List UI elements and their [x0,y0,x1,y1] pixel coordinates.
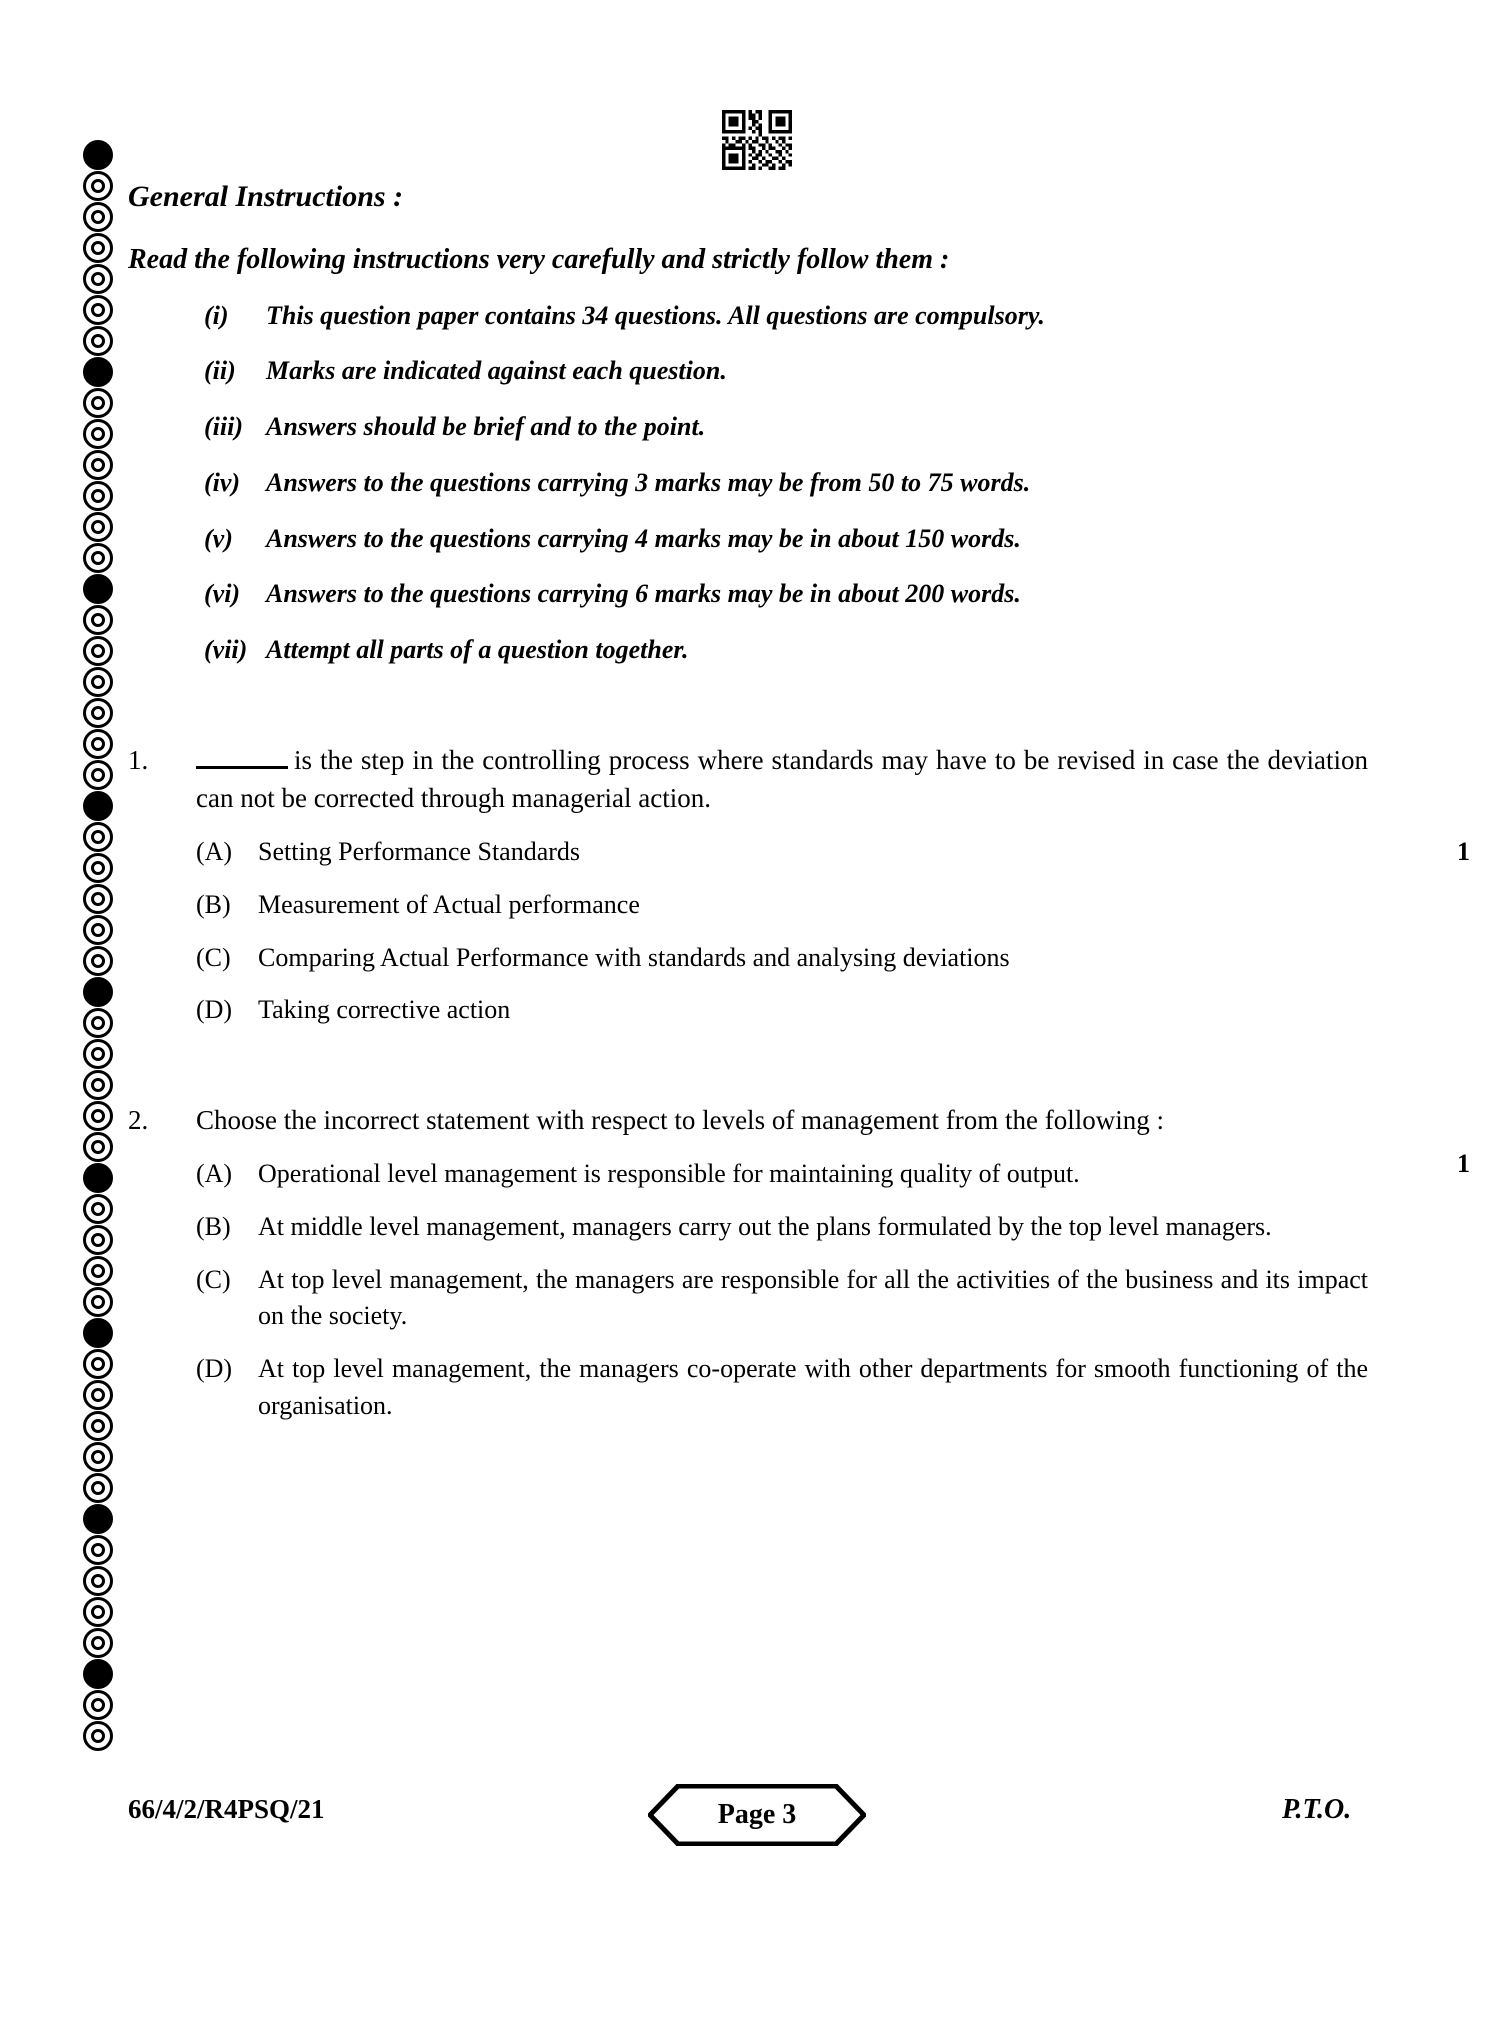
page-number-badge [648,1784,866,1846]
binding-hole-icon [83,636,113,666]
page-number-label: Page 3 [717,1799,797,1830]
pto-label: P.T.O. [1282,1794,1352,1825]
question-2 [128,1101,1470,1425]
option-label: (D) [196,995,233,1025]
binding-hole-icon [83,450,113,480]
binding-hole-icon [83,1070,113,1100]
instruction-numeral: (vii) [204,635,248,665]
binding-hole-icon [83,760,113,790]
binding-hole-icon [83,202,113,232]
page-footer [0,1788,1505,1858]
question-marks: 1 [1457,837,1470,867]
binding-hole-icon [83,1349,113,1379]
instruction-text: Answers should be brief and to the point. [266,412,706,442]
binding-hole-icon [83,884,113,914]
binding-hole-icon [83,822,113,852]
option-b[interactable] [196,887,1378,924]
option-label: (C) [196,1264,231,1294]
binding-hole-icon [83,1690,113,1720]
answer-blank [196,746,288,769]
binding-hole-icon [83,1628,113,1658]
general-instructions-title: General Instructions : [128,180,404,213]
option-c[interactable] [196,1262,1378,1336]
instruction-text: Answers to the questions carrying 3 marks may be from 50 to 75 words. [266,467,1031,497]
option-text: Measurement of Actual performance [258,889,640,919]
binding-hole-icon [83,171,113,201]
option-a[interactable] [196,1156,1378,1193]
binding-hole-icon [83,1504,113,1534]
binding-hole-icon [83,1442,113,1472]
option-a[interactable] [196,834,1378,871]
binding-hole-icon [83,512,113,542]
binding-hole-icon [83,388,113,418]
binding-hole-icon [83,233,113,263]
option-text: At middle level management, managers carry out the plans formulated by the top level managers. [258,1211,1272,1241]
binding-hole-icon [83,915,113,945]
binding-hole-icon [83,481,113,511]
instruction-numeral: (vi) [204,579,241,609]
question-marks: 1 [1457,1149,1470,1179]
question-1 [128,741,1470,1029]
instruction-item [128,633,1378,667]
binding-hole-icon [83,1473,113,1503]
binding-hole-icon [83,1101,113,1131]
binding-hole-icon [83,946,113,976]
binding-hole-icon [83,1380,113,1410]
options-list [128,1156,1378,1425]
question-header [128,741,1378,818]
binding-hole-icon [83,419,113,449]
paper-code: 66/4/2/R4PSQ/21 [128,1794,325,1824]
instruction-item [128,354,1378,388]
option-label: (A) [196,836,233,866]
binding-hole-icon [83,698,113,728]
page-content [128,178,1470,1441]
instruction-text: This question paper contains 34 questions. All questions are compulsory. [266,300,1045,330]
option-text: At top level management, the managers are responsible for all the activities of the business and its impact on the society. [258,1264,1368,1331]
binding-hole-icon [83,1039,113,1069]
binding-hole-icon [83,1287,113,1317]
option-b[interactable] [196,1209,1378,1246]
question-number: 1. [128,745,149,776]
binding-hole-icon [83,1411,113,1441]
binding-hole-icon [83,1659,113,1689]
general-instructions-lead: Read the following instructions very carefully and strictly follow them : [128,243,950,275]
binding-hole-icon [83,605,113,635]
instruction-numeral: (v) [204,523,233,553]
binding-hole-icon [83,140,113,170]
binding-hole-icon [83,1194,113,1224]
instruction-text: Answers to the questions carrying 4 marks may be in about 150 words. [266,523,1021,553]
binding-hole-icon [83,729,113,759]
instruction-text: Marks are indicated against each question. [266,356,727,386]
binding-hole-icon [83,574,113,604]
option-label: (C) [196,942,231,972]
instruction-numeral: (i) [204,300,229,330]
option-label: (A) [196,1158,233,1188]
binding-hole-icon [83,1163,113,1193]
instruction-item [128,410,1378,444]
instruction-item [128,466,1378,500]
option-label: (B) [196,1211,231,1241]
binding-hole-icon [83,1535,113,1565]
question-text [196,741,1378,818]
option-text: Setting Performance Standards [258,836,581,866]
option-text: Operational level management is responsible for maintaining quality of output. [258,1158,1080,1188]
instruction-text: Attempt all parts of a question together. [266,635,689,665]
binding-hole-icon [83,1597,113,1627]
binding-hole-icon [83,1225,113,1255]
instruction-item [128,577,1378,611]
instructions-list [128,299,1378,668]
instruction-text: Answers to the questions carrying 6 marks may be in about 200 words. [266,579,1021,609]
binding-hole-icon [83,791,113,821]
option-text: At top level management, the managers co-operate with other departments for smooth functioning of the organisation. [258,1354,1368,1421]
question-header [128,1101,1378,1139]
instruction-item [128,522,1378,556]
option-d[interactable] [196,992,1378,1029]
instruction-numeral: (iii) [204,412,243,442]
binding-hole-icon [83,853,113,883]
binding-hole-icon [83,977,113,1007]
instruction-numeral: (iv) [204,467,241,497]
binding-hole-icon [83,1008,113,1038]
binding-hole-icon [83,295,113,325]
option-c[interactable] [196,940,1378,977]
options-list [128,834,1378,1030]
binding-hole-icon [83,1721,113,1751]
option-d[interactable] [196,1351,1378,1425]
option-label: (B) [196,889,231,919]
question-number: 2. [128,1105,149,1136]
instruction-numeral: (ii) [204,356,236,386]
question-text: Choose the incorrect statement with respect to levels of management from the following : [196,1105,1164,1136]
binding-hole-icon [83,326,113,356]
binding-hole-icon [83,1132,113,1162]
option-text: Comparing Actual Performance with standards and analysing deviations [258,942,1010,972]
binding-hole-icon [83,543,113,573]
qr-code [722,110,792,170]
binding-hole-icon [83,1256,113,1286]
binding-hole-icon [83,1318,113,1348]
option-text: Taking corrective action [258,995,511,1025]
question-stem: is the step in the controlling process where standards may have to be revised in case the deviation can not be corrected through managerial action. [196,745,1368,814]
spiral-binding-strip [78,140,118,1820]
option-label: (D) [196,1354,233,1384]
instruction-item [128,299,1378,333]
binding-hole-icon [83,264,113,294]
binding-hole-icon [83,667,113,697]
binding-hole-icon [83,357,113,387]
binding-hole-icon [83,1566,113,1596]
